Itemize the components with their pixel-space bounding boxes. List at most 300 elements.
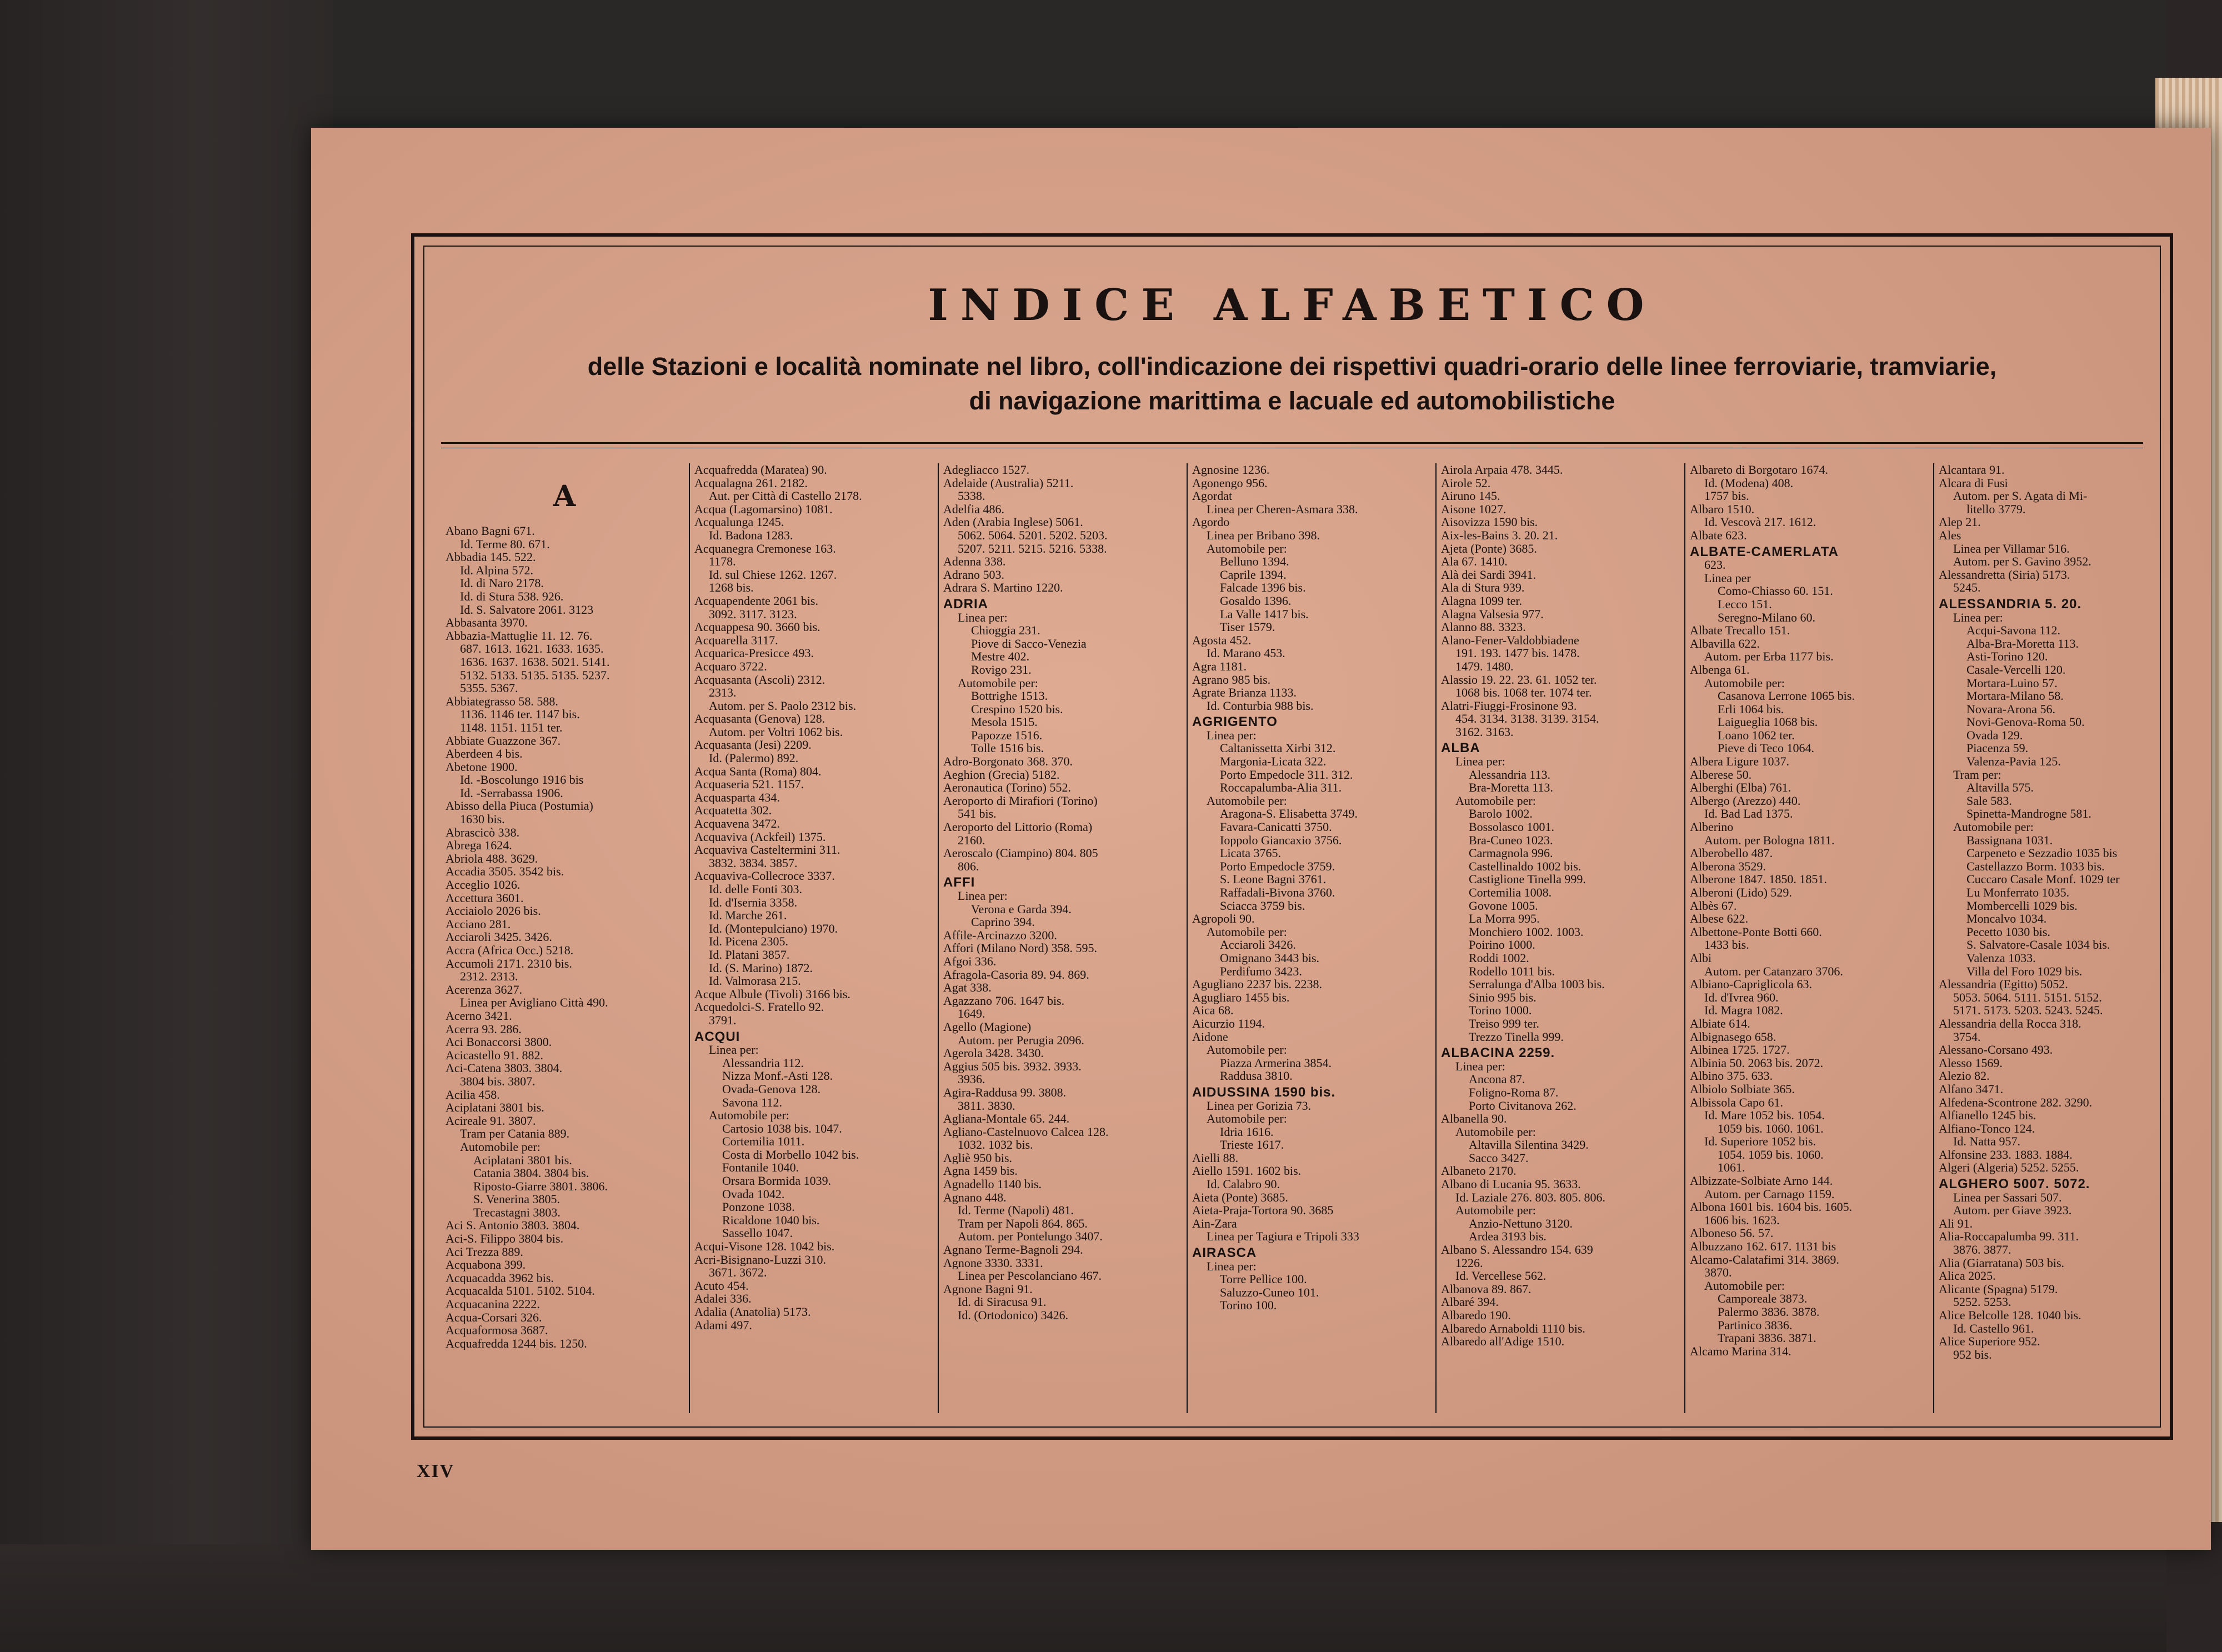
index-entry: Mortara-Milano 58. (1966, 689, 2064, 703)
index-entry: Aisone 1027. (1441, 502, 1507, 516)
index-section-heading: ALBACINA 2259. (1441, 1047, 1555, 1060)
index-entry: Acquacalda 5101. 5102. 5104. (446, 1284, 595, 1298)
index-entry: Albese 622. (1690, 912, 1749, 925)
index-entry: Agello (Magione) (943, 1020, 1032, 1034)
index-entry: Acquaformosa 3687. (446, 1324, 548, 1337)
index-entry: Automobile per: (958, 676, 1038, 690)
index-entry: Aidone (1192, 1030, 1228, 1044)
index-entry: 3754. (1953, 1030, 1981, 1044)
index-entry: 3876. 3877. (1953, 1243, 2011, 1256)
index-entry: Adrano 503. (943, 568, 1004, 582)
index-entry: Alcamo Marina 314. (1690, 1344, 1791, 1358)
index-entry: Piacenza 59. (1966, 742, 2029, 755)
index-entry: Id. (Palermo) 892. (709, 752, 799, 765)
index-column-7 (1934, 463, 2183, 1413)
index-entry: Id. Castello 961. (1953, 1321, 2034, 1335)
index-entry: Id. (S. Marino) 1872. (709, 961, 813, 975)
index-entry: Abriola 488. 3629. (446, 852, 538, 865)
index-entry: Camporeale 3873. (1718, 1292, 1808, 1305)
index-entry: Automobile per: (1207, 794, 1287, 808)
index-entry: Adalia (Anatolia) 5173. (694, 1305, 811, 1319)
index-entry: Id. Valmorasa 215. (709, 974, 801, 988)
index-column-4 (1188, 463, 1437, 1413)
index-entry: Adenna 338. (943, 555, 1006, 568)
index-entry: Alfedena-Scontrone 282. 3290. (1939, 1095, 2093, 1109)
index-entry: Ala di Stura 939. (1441, 581, 1525, 594)
index-frame (411, 233, 2173, 1440)
index-title: INDICE ALFABETICO (928, 280, 1657, 331)
index-entry: Acqua Santa (Roma) 804. (694, 764, 822, 778)
index-entry: Linea per: (1953, 610, 2003, 624)
index-entry: Alessandria 112. (722, 1056, 804, 1070)
index-entry: 1059 bis. 1060. 1061. (1718, 1122, 1824, 1135)
index-entry: Aeronautica (Torino) 552. (943, 781, 1071, 794)
index-entry: S. Salvatore-Casale 1034 bis. (1966, 938, 2110, 952)
index-entry: Fontanile 1040. (722, 1161, 799, 1175)
index-entry: Sale 583. (1966, 794, 2012, 808)
index-entry: Affile-Arcinazzo 3200. (943, 928, 1057, 942)
index-frame-inner (423, 246, 2161, 1428)
index-entry: Acquafredda (Maratea) 90. (694, 463, 827, 477)
index-entry: Linea per: (958, 889, 1008, 903)
index-entry: Linea per Pescolanciano 467. (958, 1269, 1102, 1283)
index-entry: Torino 1000. (1469, 1004, 1532, 1017)
index-entry: Acireale 91. 3807. (446, 1114, 536, 1128)
index-entry: Cuccaro Casale Monf. 1029 ter (1966, 873, 2120, 886)
index-entry: Tiser 1579. (1220, 620, 1275, 634)
index-entry: Albiolo Solbiate 365. (1690, 1082, 1795, 1096)
index-entry: Acquaseria 521. 1157. (694, 778, 804, 791)
index-entry: Albès 67. (1690, 899, 1737, 913)
index-entry: litello 3779. (1966, 502, 2026, 516)
index-entry: Automobile per: (460, 1140, 541, 1154)
index-entry: Erli 1064 bis. (1718, 702, 1784, 716)
index-entry: Bassignana 1031. (1966, 833, 2053, 847)
index-entry: Automobile per: (1704, 1279, 1785, 1293)
index-entry: Abetone 1900. (446, 760, 518, 774)
index-entry: Albinea 1725. 1727. (1690, 1043, 1790, 1057)
index-entry: Sinio 995 bis. (1469, 990, 1537, 1004)
index-entry: Alessandria (Egitto) 5052. (1939, 978, 2068, 991)
index-entry: Porto Empedocle 3759. (1220, 859, 1335, 873)
index-entry: Ales (1939, 528, 1961, 542)
index-entry: Airole 52. (1441, 476, 1491, 490)
index-entry: Acquasanta (Jesi) 2209. (694, 738, 812, 752)
index-entry: Como-Chiasso 60. 151. (1718, 584, 1833, 598)
index-entry: Albaredo all'Adige 1510. (1441, 1335, 1565, 1348)
index-entry: 1136. 1146 ter. 1147 bis. (460, 708, 580, 721)
index-entry: Catania 3804. 3804 bis. (473, 1167, 589, 1180)
index-entry: Asti-Torino 120. (1966, 650, 2048, 663)
index-entry: 623. (1704, 558, 1726, 572)
index-entry: Rovigo 231. (971, 663, 1032, 677)
index-entry: Linea per Gorizia 73. (1207, 1099, 1312, 1113)
index-entry: 1148. 1151. 1151 ter. (460, 720, 563, 734)
index-entry: Id. Mare 1052 bis. 1054. (1704, 1109, 1825, 1122)
index-section-heading: ALGHERO 5007. 5072. (1939, 1178, 2090, 1191)
index-entry: Agugliano 2237 bis. 2238. (1192, 978, 1323, 991)
index-entry: Verona e Garda 394. (971, 902, 1072, 916)
index-entry: Ancona 87. (1469, 1073, 1525, 1086)
index-entry: Adegliacco 1527. (943, 463, 1030, 477)
index-entry: Agrano 985 bis. (1192, 673, 1271, 687)
index-entry: Agordat (1192, 489, 1233, 503)
index-entry: 1649. (958, 1007, 985, 1020)
index-entry: Papozze 1516. (971, 728, 1043, 742)
index-entry: Chioggia 231. (971, 624, 1040, 637)
index-entry: Aci-Catena 3803. 3804. (446, 1062, 563, 1075)
index-entry: Agazzano 706. 1647 bis. (943, 994, 1065, 1008)
index-entry: 5355. 5367. (460, 682, 518, 695)
index-entry: Aragona-S. Elisabetta 3749. (1220, 807, 1358, 821)
dark-background-bottom (0, 1544, 2222, 1652)
index-entry: Serralunga d'Alba 1003 bis. (1469, 978, 1605, 991)
index-entry: Roddi 1002. (1469, 951, 1529, 965)
index-section-heading: ALBA (1441, 742, 1480, 755)
index-entry: Id. (Ortodonico) 3426. (958, 1309, 1069, 1322)
index-entry: Id. di Naro 2178. (460, 577, 544, 590)
index-entry: Acque Albule (Tivoli) 3166 bis. (694, 987, 850, 1001)
index-entry: Aeroporto di Mirafiori (Torino) (943, 794, 1098, 808)
index-entry: Alessandria della Rocca 318. (1939, 1017, 2081, 1030)
index-entry: Acquacadda 3962 bis. (446, 1271, 554, 1285)
index-entry: Acquasanta (Genova) 128. (694, 712, 825, 725)
index-entry: Agliano-Castelnuovo Calcea 128. (943, 1125, 1109, 1139)
index-entry: Rodello 1011 bis. (1469, 964, 1555, 978)
index-entry: Linea per: (1207, 728, 1257, 742)
index-entry: Agnone Bagni 91. (943, 1282, 1033, 1296)
index-entry: Lecco 151. (1718, 597, 1772, 611)
index-entry: Albuzzano 162. 617. 1131 bis (1690, 1240, 1836, 1253)
index-entry: Id. Vescovà 217. 1612. (1704, 515, 1816, 529)
index-entry: 687. 1613. 1621. 1633. 1635. (460, 642, 604, 655)
index-entry: Alica 2025. (1939, 1269, 1996, 1283)
index-entry: Aberdeen 4 bis. (446, 747, 523, 760)
index-entry: Acicastello 91. 882. (446, 1048, 543, 1062)
index-entry: Id. di Siracusa 91. (958, 1295, 1047, 1309)
index-column-5 (1437, 463, 1685, 1413)
index-entry: Lu Monferrato 1035. (1966, 886, 2070, 899)
index-entry: Id. sul Chiese 1262. 1267. (709, 568, 837, 582)
index-entry: Accumoli 2171. 2310 bis. (446, 957, 572, 970)
index-entry: Loano 1062 ter. (1718, 728, 1795, 742)
index-entry: Agnano 448. (943, 1190, 1007, 1204)
index-entry: Adrara S. Martino 1220. (943, 581, 1063, 594)
index-entry: Tolle 1516 bis. (971, 742, 1044, 755)
index-entry: Carmagnola 996. (1469, 847, 1553, 860)
index-entry: Acqui-Savona 112. (1966, 624, 2061, 637)
index-entry: 1178. (709, 555, 736, 568)
index-entry: Alfianello 1245 bis. (1939, 1109, 2036, 1122)
index-entry: Automobile per: (1207, 1112, 1287, 1125)
index-entry: La Morra 995. (1469, 912, 1540, 925)
index-entry: Castellazzo Borm. 1033 bis. (1966, 859, 2105, 873)
index-entry: Albate 623. (1690, 528, 1747, 542)
index-entry: Id. Bad Lad 1375. (1704, 807, 1793, 821)
index-entry: Sacco 3427. (1469, 1151, 1529, 1165)
index-entry: Id. Calabro 90. (1207, 1178, 1280, 1191)
index-entry: Id. (Montepulciano) 1970. (709, 922, 838, 935)
index-entry: Alcamo-Calatafimi 314. 3869. (1690, 1253, 1839, 1266)
index-section-heading: AIRASCA (1192, 1246, 1257, 1260)
index-entry: Abisso della Piuca (Postumia) (446, 799, 593, 813)
index-section-heading: ADRIA (943, 597, 988, 611)
index-entry: Costa di Morbello 1042 bis. (722, 1148, 859, 1162)
index-entry: Id. Terme (Napoli) 481. (958, 1204, 1074, 1217)
index-entry: Cortemilia 1008. (1469, 886, 1552, 899)
index-entry: Id. Conturbia 988 bis. (1207, 699, 1314, 713)
index-entry: Aiello 1591. 1602 bis. (1192, 1164, 1302, 1178)
index-entry: Mesola 1515. (971, 715, 1038, 729)
index-entry: Abbadia 145. 522. (446, 550, 536, 564)
index-entry: Agordo (1192, 515, 1230, 529)
index-entry: Acquappesa 90. 3660 bis. (694, 620, 820, 634)
index-entry: Laigueglia 1068 bis. (1718, 715, 1818, 729)
index-entry: Albiano-Capriglicola 63. (1690, 978, 1812, 991)
index-entry: Alice Superiore 952. (1939, 1335, 2040, 1348)
index-entry: Albenga 61. (1690, 663, 1750, 677)
index-entry: Id. Marano 453. (1207, 647, 1285, 660)
index-entry: Acciaiolo 2026 bis. (446, 904, 541, 918)
index-entry: Ovada 1042. (722, 1187, 785, 1201)
index-entry: Acquaviva-Collecroce 3337. (694, 869, 835, 883)
index-entry: Acqualagna 261. 2182. (694, 476, 808, 490)
index-entry: Alberghi (Elba) 761. (1690, 781, 1791, 794)
index-entry: Valenza-Pavia 125. (1966, 755, 2061, 768)
index-entry: Id. Platani 3857. (709, 948, 790, 962)
index-entry: Aci S. Antonio 3803. 3804. (446, 1219, 580, 1233)
index-entry: Piazza Armerina 3854. (1220, 1056, 1332, 1070)
index-entry: Acquatetta 302. (694, 804, 772, 818)
index-entry: Affori (Milano Nord) 358. 595. (943, 942, 1097, 955)
index-entry: Id. Picena 2305. (709, 935, 788, 948)
index-entry: Partinico 3836. (1718, 1318, 1793, 1332)
index-entry: Acquapendente 2061 bis. (694, 594, 818, 608)
index-entry: Autom. per Pontelungo 3407. (958, 1230, 1103, 1244)
index-entry: Automobile per: (1455, 794, 1536, 808)
index-entry: Linea per Villamar 516. (1953, 542, 2070, 555)
index-entry: Id. Magra 1082. (1704, 1004, 1783, 1017)
index-entry: Acciano 281. (446, 917, 511, 931)
index-entry: Mestre 402. (971, 650, 1030, 663)
index-entry: Aielli 88. (1192, 1151, 1239, 1165)
index-entry: Automobile per: (709, 1109, 789, 1122)
index-entry: Falcade 1396 bis. (1220, 581, 1306, 594)
index-entry: Acquaviva (Ackfeil) 1375. (694, 830, 826, 844)
index-entry: Ardea 3193 bis. (1469, 1230, 1547, 1244)
index-entry: 1479. 1480. (1455, 659, 1514, 673)
index-entry: Alessano-Corsano 493. (1939, 1043, 2053, 1057)
index-entry: Afragola-Casoria 89. 94. 869. (943, 968, 1089, 982)
index-entry: Alcantara 91. (1939, 463, 2005, 477)
index-entry: Albaneto 2170. (1441, 1164, 1517, 1178)
index-entry: 541 bis. (958, 807, 997, 821)
index-entry: Alessandretta (Siria) 5173. (1939, 568, 2070, 582)
index-entry: Afgoi 336. (943, 954, 997, 968)
index-entry: Autom. per Catanzaro 3706. (1704, 964, 1843, 978)
index-entry: Villa del Foro 1029 bis. (1966, 964, 2083, 978)
index-entry: 2312. 2313. (460, 970, 518, 983)
index-entry: Autom. per Bologna 1811. (1704, 833, 1835, 847)
index-entry: Acquaviva Casteltermini 311. (694, 843, 840, 857)
index-entry: Id. Badona 1283. (709, 528, 793, 542)
index-entry: Bra-Cuneo 1023. (1469, 833, 1553, 847)
index-entry: Alberese 50. (1690, 768, 1752, 782)
index-entry: Raffadali-Bivona 3760. (1220, 886, 1335, 899)
index-entry: Alberona 3529. (1690, 859, 1766, 873)
index-entry: 3870. (1704, 1266, 1732, 1279)
index-entry: Aut. per Città di Castello 2178. (709, 489, 862, 503)
index-entry: Autom. per Giave 3923. (1953, 1204, 2072, 1217)
index-entry: Albettone-Ponte Botti 660. (1690, 925, 1822, 939)
index-entry: Acquavena 3472. (694, 817, 780, 830)
index-entry: Automobile per: (1704, 676, 1785, 690)
index-entry: Id. di Stura 538. 926. (460, 589, 564, 603)
index-entry: 3832. 3834. 3857. (709, 856, 798, 870)
index-entry: 5171. 5173. 5203. 5243. 5245. (1953, 1004, 2103, 1017)
index-entry: Alcara di Fusi (1939, 476, 2008, 490)
index-entry: Alia-Roccapalumba 99. 311. (1939, 1230, 2079, 1244)
index-entry: 1757 bis. (1704, 489, 1749, 503)
index-entry: Acqui-Visone 128. 1042 bis. (694, 1240, 835, 1253)
index-entry: Adalei 336. (694, 1292, 752, 1305)
index-entry: Caprino 394. (971, 915, 1035, 929)
index-entry: Aeroscalo (Ciampino) 804. 805 (943, 847, 1098, 860)
index-entry: Ala 67. 1410. (1441, 555, 1508, 568)
index-entry: Albaredo 190. (1441, 1309, 1511, 1322)
index-entry: Porto Empedocle 311. 312. (1220, 768, 1353, 782)
index-entry: Mortara-Luino 57. (1966, 676, 2058, 690)
index-entry: Sciacca 3759 bis. (1220, 899, 1305, 913)
index-entry: Adelfia 486. (943, 502, 1004, 516)
index-entry: 1226. (1455, 1256, 1483, 1270)
index-entry: 5252. 5253. (1953, 1295, 2011, 1309)
index-entry: Palermo 3836. 3878. (1718, 1305, 1820, 1319)
index-entry: 1630 bis. (460, 813, 505, 826)
index-entry: Automobile per: (1953, 820, 2034, 834)
index-letter-heading: A (553, 479, 576, 513)
index-entry: Aica 68. (1192, 1004, 1234, 1017)
index-entry: Autom. per S. Paolo 2312 bis. (709, 699, 857, 713)
index-entry: Alezio 82. (1939, 1069, 1990, 1083)
index-entry: Roccapalumba-Alia 311. (1220, 781, 1342, 794)
index-entry: Alicante (Spagna) 5179. (1939, 1282, 2058, 1296)
index-entry: Acuto 454. (694, 1279, 749, 1293)
index-section-heading: AIDUSSINA 1590 bis. (1192, 1085, 1336, 1099)
index-entry: Albano di Lucania 95. 3633. (1441, 1178, 1581, 1191)
index-entry: Agnone 3330. 3331. (943, 1256, 1043, 1270)
index-entry: Id. Natta 957. (1953, 1135, 2020, 1148)
index-entry: Monchiero 1002. 1003. (1469, 925, 1584, 939)
index-entry: Ovada 129. (1966, 728, 2023, 742)
index-entry: Abbazia-Mattuglie 11. 12. 76. (446, 629, 593, 643)
index-entry: Aicurzio 1194. (1192, 1017, 1265, 1030)
index-entry: Id. Vercellese 562. (1455, 1269, 1547, 1283)
index-entry: Agnosine 1236. (1192, 463, 1270, 477)
index-entry: Agliana-Montale 65. 244. (943, 1112, 1070, 1125)
index-entry: Acqualunga 1245. (694, 515, 784, 529)
index-entry: Perdifumo 3423. (1220, 964, 1302, 978)
index-entry: Altavilla Silentina 3429. (1469, 1138, 1589, 1152)
index-entry: Tram per Napoli 864. 865. (958, 1217, 1088, 1230)
index-entry: Automobile per: (1455, 1204, 1536, 1217)
index-entry: Bossolasco 1001. (1469, 820, 1554, 834)
index-entry: 1061. (1718, 1161, 1745, 1175)
index-entry: Ioppolo Giancaxio 3756. (1220, 833, 1342, 847)
index-entry: Linea per Sassari 507. (1953, 1190, 2062, 1204)
index-entry: Albizzate-Solbiate Arno 144. (1690, 1174, 1833, 1188)
index-entry: Albignasego 658. (1690, 1030, 1776, 1044)
index-entry: Pecetto 1030 bis. (1966, 925, 2050, 939)
index-entry: Albavilla 622. (1690, 637, 1760, 650)
index-entry: Aciplatani 3801 bis. (446, 1101, 544, 1114)
index-entry: Id. Marche 261. (709, 909, 787, 922)
index-entry: Agugliaro 1455 bis. (1192, 990, 1290, 1004)
index-entry: Torino 100. (1220, 1299, 1277, 1312)
index-entry: Accra (Africa Occ.) 5218. (446, 944, 574, 957)
index-entry: Agnano Terme-Bagnoli 294. (943, 1243, 1083, 1256)
index-entry: Mombercelli 1029 bis. (1966, 899, 2078, 913)
index-entry: Idria 1616. (1220, 1125, 1274, 1139)
index-section-heading: ALESSANDRIA 5. 20. (1939, 597, 2082, 611)
index-entry: Margonia-Licata 322. (1220, 755, 1327, 768)
index-entry: Anzio-Nettuno 3120. (1469, 1217, 1573, 1230)
index-entry: Seregno-Milano 60. (1718, 610, 1815, 624)
index-entry: Acquarella 3117. (694, 633, 778, 647)
index-entry: Treiso 999 ter. (1469, 1017, 1539, 1030)
index-entry: Id. Alpina 572. (460, 563, 533, 577)
index-entry: Abbiate Guazzone 367. (446, 734, 561, 748)
index-entry: Cortemilia 1011. (722, 1135, 805, 1148)
index-entry: Piove di Sacco-Venezia (971, 637, 1087, 650)
index-entry: Albaré 394. (1441, 1295, 1499, 1309)
index-entry: S. Venerina 3805. (473, 1193, 560, 1206)
index-entry: Acquaro 3722. (694, 659, 767, 673)
index-entry: Alba-Bra-Moretta 113. (1966, 637, 2079, 650)
index-entry: Licata 3765. (1220, 847, 1281, 860)
index-entry: Caprile 1394. (1220, 568, 1287, 582)
index-entry: Linea per Tagiura e Tripoli 333 (1207, 1230, 1359, 1244)
index-entry: Aieta-Praja-Tortora 90. 3685 (1192, 1204, 1334, 1217)
index-entry: Acqua (Lagomarsino) 1081. (694, 502, 833, 516)
index-entry: 191. 193. 1477 bis. 1478. (1455, 647, 1580, 660)
index-entry: Id. S. Salvatore 2061. 3123 (460, 603, 594, 617)
index-entry: Autom. per S. Agata di Mi- (1953, 489, 2088, 503)
index-entry: La Valle 1417 bis. (1220, 607, 1309, 621)
index-entry: Id. (Modena) 408. (1704, 476, 1794, 490)
index-entry: Automobile per: (1207, 1043, 1287, 1057)
index-entry: Agropoli 90. (1192, 912, 1255, 925)
index-entry: Favara-Canicatti 3750. (1220, 820, 1332, 834)
index-entry: Linea per: (1455, 755, 1505, 768)
index-entry: Airuno 145. (1441, 489, 1500, 503)
index-entry: Acciaroli 3425. 3426. (446, 930, 552, 944)
index-entry: 5062. 5064. 5201. 5202. 5203. (958, 528, 1108, 542)
index-entry: Aieta (Ponte) 3685. (1192, 1190, 1288, 1204)
index-entry: 5245. (1953, 581, 1981, 594)
index-entry: Albanova 89. 867. (1441, 1282, 1532, 1296)
index-column-6 (1685, 463, 1934, 1413)
index-entry: Adami 497. (694, 1318, 752, 1332)
index-entry: Agerola 3428. 3430. (943, 1047, 1044, 1060)
index-entry: Torre Pellice 100. (1220, 1273, 1307, 1286)
index-column-3 (939, 463, 1188, 1413)
index-entry: Alagna Valsesia 977. (1441, 607, 1544, 621)
dark-background-left (0, 0, 333, 1652)
index-entry: Acerra 93. 286. (446, 1022, 522, 1036)
index-entry: Acquarica-Presicce 493. (694, 647, 814, 660)
index-entry: Porto Civitanova 262. (1469, 1099, 1577, 1113)
